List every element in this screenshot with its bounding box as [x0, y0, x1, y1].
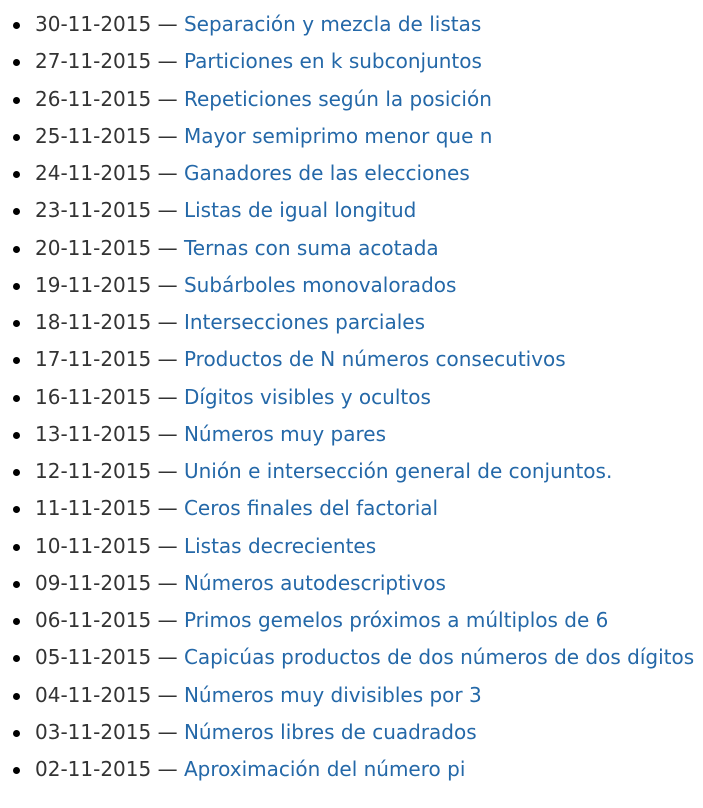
bullet-icon — [13, 693, 20, 700]
post-list-item — [0, 565, 703, 602]
post-title-link[interactable]: Capicúas productos de dos números de dos dígitos — [183, 645, 695, 670]
bullet-icon — [13, 283, 20, 290]
bullet-icon — [13, 655, 20, 662]
post-title-link[interactable]: Particiones en k subconjuntos — [183, 49, 482, 74]
date-separator: — — [151, 49, 184, 74]
post-list-item — [0, 490, 703, 527]
post-list — [0, 6, 703, 788]
date-separator: — — [151, 161, 184, 185]
post-title-link[interactable]: Repeticiones según la posición — [183, 86, 492, 111]
post-title-link[interactable]: Subárboles monovalorados — [183, 272, 457, 297]
bullet-icon — [13, 581, 20, 588]
post-title-link[interactable]: Intersecciones parciales — [183, 310, 425, 334]
date-separator: — — [151, 608, 184, 632]
post-title-link[interactable]: Números libres de cuadrados — [183, 719, 477, 744]
post-title-link[interactable]: Números muy pares — [183, 421, 386, 446]
post-title-link[interactable]: Separación y mezcla de listas — [183, 12, 482, 36]
post-list-item — [0, 639, 703, 676]
post-list-item — [0, 6, 703, 43]
date-separator: — — [151, 496, 184, 521]
date-separator: — — [151, 459, 184, 483]
post-list-item — [0, 714, 703, 751]
post-title-link[interactable]: Mayor semiprimo menor que n — [183, 123, 493, 148]
post-date: 04-11-2015 — [35, 682, 152, 707]
post-title-link[interactable]: Ternas con suma acotada — [183, 235, 439, 260]
post-date: 09-11-2015 — [35, 570, 152, 595]
date-separator: — — [151, 123, 184, 148]
post-list-item — [0, 602, 703, 639]
date-separator: — — [151, 682, 184, 707]
bullet-icon — [13, 395, 20, 402]
post-title-link[interactable]: Listas de igual longitud — [183, 198, 417, 223]
post-date: 25-11-2015 — [35, 123, 152, 148]
post-list-item — [0, 81, 703, 118]
post-list-item — [0, 453, 703, 490]
post-title-link[interactable]: Números autodescriptivos — [183, 570, 446, 595]
post-title-link[interactable]: Productos de N números consecutivos — [183, 347, 566, 372]
post-date: 06-11-2015 — [35, 608, 152, 632]
date-separator: — — [151, 421, 184, 446]
bullet-icon — [13, 506, 20, 513]
post-list-item — [0, 379, 703, 416]
date-separator: — — [151, 570, 184, 595]
post-list-item — [0, 155, 703, 192]
bullet-icon — [13, 246, 20, 253]
post-date: 23-11-2015 — [35, 198, 152, 223]
post-date: 16-11-2015 — [35, 384, 152, 409]
date-separator: — — [151, 719, 184, 744]
date-separator: — — [151, 310, 184, 334]
post-date: 27-11-2015 — [35, 49, 152, 74]
date-separator: — — [151, 645, 184, 670]
bullet-icon — [13, 208, 20, 215]
post-list-item — [0, 192, 703, 229]
bullet-icon — [13, 134, 20, 141]
post-date: 05-11-2015 — [35, 645, 152, 670]
post-title-link[interactable]: Ceros finales del factorial — [183, 496, 439, 521]
post-date: 24-11-2015 — [35, 161, 152, 185]
post-title-link[interactable]: Números muy divisibles por 3 — [183, 682, 482, 707]
post-list-item — [0, 118, 703, 155]
post-title-link[interactable]: Dígitos visibles y ocultos — [183, 384, 431, 409]
post-date: 02-11-2015 — [35, 757, 152, 781]
bullet-icon — [13, 171, 20, 178]
post-list-item — [0, 677, 703, 714]
bullet-icon — [13, 432, 20, 439]
date-separator: — — [151, 384, 184, 409]
post-date: 13-11-2015 — [35, 421, 152, 446]
date-separator: — — [151, 347, 184, 372]
post-title-link[interactable]: Ganadores de las elecciones — [183, 161, 470, 185]
date-separator: — — [151, 12, 184, 36]
post-date: 30-11-2015 — [35, 12, 152, 36]
bullet-icon — [13, 544, 20, 551]
post-list-item — [0, 304, 703, 341]
post-title-link[interactable]: Unión e intersección general de conjuntos. — [183, 459, 613, 483]
post-date: 26-11-2015 — [35, 86, 152, 111]
post-list-item — [0, 43, 703, 80]
post-date: 20-11-2015 — [35, 235, 152, 260]
bullet-icon — [13, 357, 20, 364]
post-list-item — [0, 267, 703, 304]
post-date: 03-11-2015 — [35, 719, 152, 744]
post-date: 17-11-2015 — [35, 347, 152, 372]
post-date: 19-11-2015 — [35, 272, 152, 297]
date-separator: — — [151, 757, 184, 781]
bullet-icon — [13, 320, 20, 327]
date-separator: — — [151, 272, 184, 297]
bullet-icon — [13, 22, 20, 29]
post-title-link[interactable]: Primos gemelos próximos a múltiplos de 6 — [183, 608, 609, 632]
date-separator: — — [151, 533, 184, 558]
date-separator: — — [151, 235, 184, 260]
post-date: 10-11-2015 — [35, 533, 152, 558]
bullet-icon — [13, 618, 20, 625]
post-list-item — [0, 230, 703, 267]
post-title-link[interactable]: Listas decrecientes — [183, 533, 377, 558]
post-list-item — [0, 751, 703, 788]
post-date: 11-11-2015 — [35, 496, 152, 521]
post-date: 12-11-2015 — [35, 459, 152, 483]
bullet-icon — [13, 59, 20, 66]
post-list-item — [0, 528, 703, 565]
bullet-icon — [13, 469, 20, 476]
bullet-icon — [13, 97, 20, 104]
post-list-item — [0, 416, 703, 453]
bullet-icon — [13, 767, 20, 774]
post-title-link[interactable]: Aproximación del número pi — [183, 757, 466, 781]
post-date: 18-11-2015 — [35, 310, 152, 334]
date-separator: — — [151, 198, 184, 223]
bullet-icon — [13, 730, 20, 737]
date-separator: — — [151, 86, 184, 111]
post-list-item — [0, 341, 703, 378]
